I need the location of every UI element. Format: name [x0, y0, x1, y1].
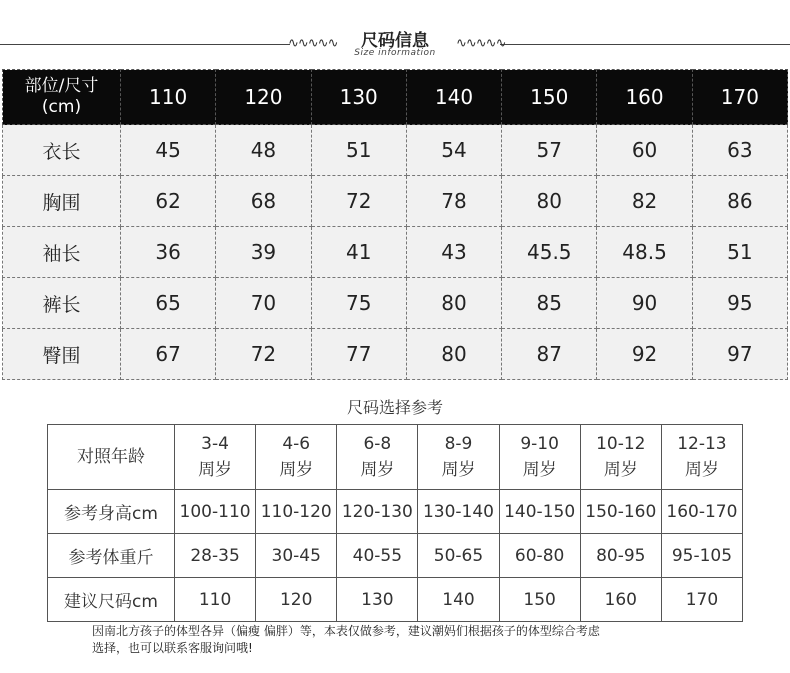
- note-line-1: 因南北方孩子的体型各异（偏瘦 偏胖）等，本表仅做参考，建议潮妈们根据孩子的体型综合考虑: [92, 624, 600, 638]
- table-cell: 170: [661, 578, 742, 622]
- table-cell: 130: [337, 578, 418, 622]
- corner-unit: (cm): [41, 97, 82, 117]
- table-row: [3, 329, 788, 380]
- size-header-cell: 170: [692, 70, 787, 125]
- table-cell: 51: [311, 125, 406, 176]
- age-header-cell: [580, 425, 661, 490]
- size-header-cell: 160: [597, 70, 692, 125]
- table-cell: 48: [216, 125, 311, 176]
- table-cell: 110: [175, 578, 256, 622]
- row-label: 裤长: [3, 278, 121, 329]
- table-cell: 150-160: [580, 490, 661, 534]
- table-cell: 80: [406, 329, 501, 380]
- corner-label: 部位/尺寸: [24, 76, 99, 96]
- table-cell: 150: [499, 578, 580, 622]
- table-row: [3, 125, 788, 176]
- table-cell: 43: [406, 227, 501, 278]
- table-cell: 41: [311, 227, 406, 278]
- table-cell: 110-120: [256, 490, 337, 534]
- table-cell: 100-110: [175, 490, 256, 534]
- age-header-row: [48, 425, 743, 490]
- age-header-cell: [418, 425, 499, 490]
- table-cell: 63: [692, 125, 787, 176]
- size-header-cell: 130: [311, 70, 406, 125]
- table-cell: 62: [121, 176, 216, 227]
- table-cell: 40-55: [337, 534, 418, 578]
- table-cell: 95: [692, 278, 787, 329]
- table-cell: 92: [597, 329, 692, 380]
- table-cell: 68: [216, 176, 311, 227]
- table-row: [3, 176, 788, 227]
- note-line-2: 选择，也可以联系客服询问哦!: [92, 641, 253, 655]
- size-reference-title: 尺码选择参考: [346, 398, 443, 417]
- table-cell: 160-170: [661, 490, 742, 534]
- table-cell: 77: [311, 329, 406, 380]
- table-cell: 95-105: [661, 534, 742, 578]
- table-cell: 85: [502, 278, 597, 329]
- table-cell: 60: [597, 125, 692, 176]
- table-cell: 72: [311, 176, 406, 227]
- row-label: 袖长: [3, 227, 121, 278]
- table-cell: 75: [311, 278, 406, 329]
- age-unit: 周岁: [522, 460, 557, 480]
- table-cell: 70: [216, 278, 311, 329]
- table-cell: 160: [580, 578, 661, 622]
- table-cell: 36: [121, 227, 216, 278]
- table-cell: 86: [692, 176, 787, 227]
- age-unit: 周岁: [360, 460, 395, 480]
- age-unit: 周岁: [684, 460, 719, 480]
- table-cell: 65: [121, 278, 216, 329]
- table-cell: 50-65: [418, 534, 499, 578]
- table-cell: 51: [692, 227, 787, 278]
- table-cell: 87: [502, 329, 597, 380]
- size-header-cell: 150: [502, 70, 597, 125]
- age-unit: 周岁: [198, 460, 233, 480]
- row-label: 胸围: [3, 176, 121, 227]
- table-cell: 120: [256, 578, 337, 622]
- wave-ornament-left: ∿∿∿∿∿: [288, 36, 338, 51]
- corner-header-cell: [3, 70, 121, 125]
- table-cell: 120-130: [337, 490, 418, 534]
- table-cell: 30-45: [256, 534, 337, 578]
- table-cell: 57: [502, 125, 597, 176]
- table-cell: 80: [502, 176, 597, 227]
- age-header-cell: [175, 425, 256, 490]
- row-label: 衣长: [3, 125, 121, 176]
- table-row: [48, 578, 743, 622]
- size-reference-table: [47, 424, 743, 622]
- corner-header-cell: 对照年龄: [48, 425, 175, 490]
- table-cell: 54: [406, 125, 501, 176]
- table-cell: 82: [597, 176, 692, 227]
- table-cell: 48.5: [597, 227, 692, 278]
- row-label: 臀围: [3, 329, 121, 380]
- age-range: 9-10: [520, 434, 559, 454]
- table-cell: 67: [121, 329, 216, 380]
- age-range: 12-13: [677, 434, 727, 454]
- table-cell: 39: [216, 227, 311, 278]
- size-header-cell: 110: [121, 70, 216, 125]
- row-label: 参考体重斤: [48, 534, 175, 578]
- age-range: 4-6: [282, 434, 311, 454]
- age-header-cell: [256, 425, 337, 490]
- age-header-cell: [661, 425, 742, 490]
- table-cell: 80-95: [580, 534, 661, 578]
- table-cell: 60-80: [499, 534, 580, 578]
- table-cell: 140-150: [499, 490, 580, 534]
- table-cell: 72: [216, 329, 311, 380]
- table-cell: 80: [406, 278, 501, 329]
- age-header-cell: [499, 425, 580, 490]
- table-cell: 45.5: [502, 227, 597, 278]
- age-unit: 周岁: [603, 460, 638, 480]
- age-range: 10-12: [596, 434, 646, 454]
- size-header-row: [3, 70, 788, 125]
- wave-ornament-right: ∿∿∿∿∿: [456, 36, 506, 51]
- table-cell: 45: [121, 125, 216, 176]
- size-measurement-table: [2, 69, 788, 380]
- disclaimer-note: [92, 623, 732, 657]
- table-row: [48, 534, 743, 578]
- age-header-cell: [337, 425, 418, 490]
- size-header-cell: 120: [216, 70, 311, 125]
- size-info-header: [0, 0, 790, 66]
- table-cell: 97: [692, 329, 787, 380]
- table-row: [3, 227, 788, 278]
- row-label: 建议尺码cm: [48, 578, 175, 622]
- table-cell: 140: [418, 578, 499, 622]
- table-cell: 90: [597, 278, 692, 329]
- table-cell: 130-140: [418, 490, 499, 534]
- table-row: [48, 490, 743, 534]
- row-label: 参考身高cm: [48, 490, 175, 534]
- size-header-cell: 140: [406, 70, 501, 125]
- age-range: 6-8: [363, 434, 392, 454]
- page-subtitle: Size information: [354, 48, 436, 58]
- table-cell: 78: [406, 176, 501, 227]
- page-title: 尺码信息: [361, 31, 429, 51]
- age-unit: 周岁: [279, 460, 314, 480]
- table-row: [3, 278, 788, 329]
- age-range: 3-4: [201, 434, 229, 454]
- age-unit: 周岁: [441, 460, 476, 480]
- table-cell: 28-35: [175, 534, 256, 578]
- age-range: 8-9: [444, 434, 473, 454]
